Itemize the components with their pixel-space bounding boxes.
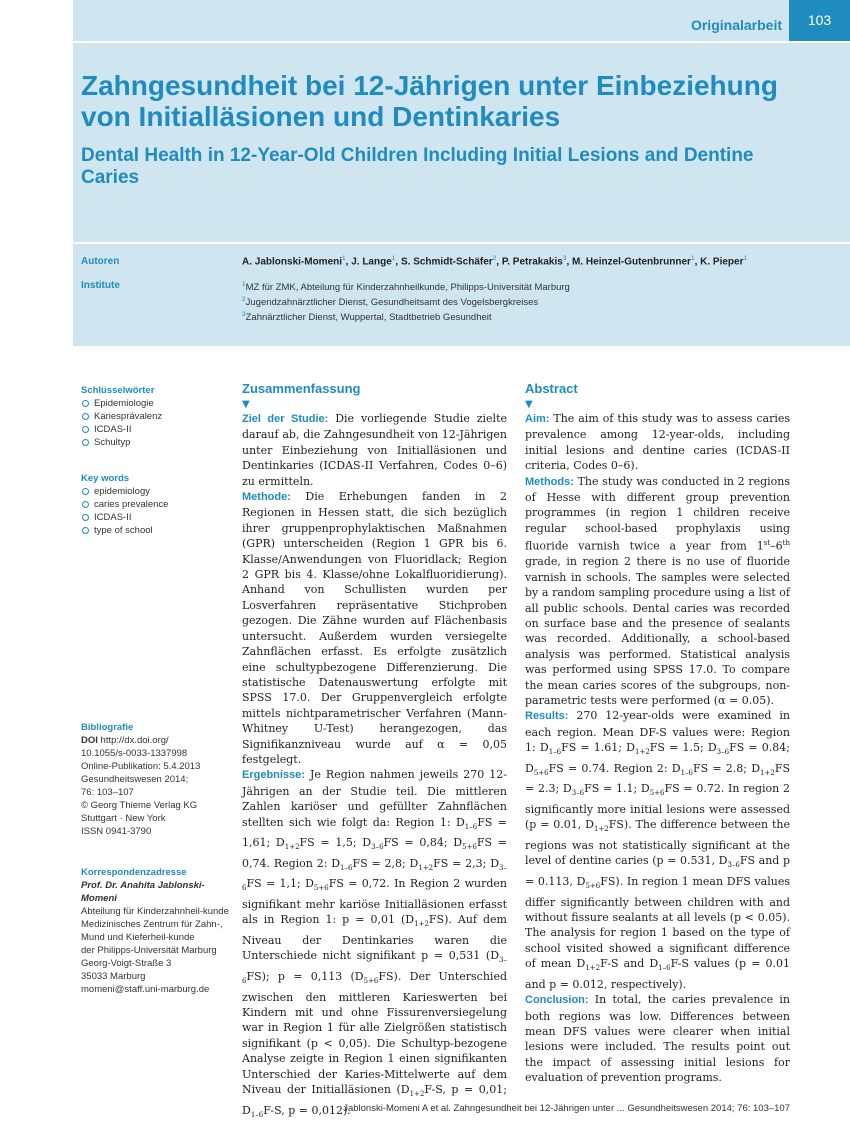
page-footer: Jablonski-Momeni A et al. Zahngesundheit bei 12-Jährigen unter ... Gesundheitswesen 2014; 76: 103–107: [343, 1103, 790, 1114]
institutes-label: Institute: [81, 280, 120, 291]
authors-label: Autoren: [81, 256, 120, 267]
header-divider: [73, 242, 850, 244]
abstract-english: Abstract ▼ Aim: The aim of this study was to assess caries prevalence among 12-year-olds, including initial lesions and dentine caries (ICDAS-II criteria, Codes 0–6). Methods: The study was conducted in 2 regions of Hesse with different group prevention programmes (in region 1 children receive regular school-based prophylaxis using fluoride varnish twice a year from 1st–6th grade, in region 2 there is no use of fluoride varnish in schools. The samples were selected by a random sampling procedure using a list of all public schools. Dental caries was recorded on surface base and the presence of sealants was recorded. Additionally, a school-based analysis was performed. Statistical analysis was performed using SPSS 17.0. To compare the mean caries scores of the subgroups, non-parametric tests were performed (α = 0.05). Results: 270 12-year-olds were examined in each region. Mean DF-S values were: Region 1: $D_{1-6}FS = 1.61$; $D_{1+2}FS = 1.5$; $D_{3-6}FS = 0.84$; $D_{5+6}FS = 0.74$. Region 2: $D_{1-6}FS = 2.8$; $D_{1+2}FS = 2.3$; $D_{3-6}FS = 1.1$; $D_{5+6}FS = 0.72$. In region 2 significantly more initial lesions were assessed (p = 0.01, $D_{1+2}FS$). The difference between the regions was not statistically significant at the level of dentine caries (p = 0.531, $D_{3-6}FS$ and p = 0.113, $D_{5+6}FS$). In region 1 mean DFS values differ significantly between children with and without fissure sealants at all levels (p < 0.05). The analysis for region 1 based on the type of school visited showed a significant difference of mean $D_{1+2}F-S$ and $D_{1-6}F-S$ values (p = 0.01 and p = 0.012, respectively). Conclusion: In total, the caries prevalence in both regions was low. Differences between mean DFS values were clearer when initial lesions were included. The results point out the impact of assessing initial lesions for evaluation of prevention programs.: [525, 381, 791, 1085]
institute-list: $^1$MZ für ZMK, Abteilung für Kinderzahnheilkunde, Philipps-Universität Marburg $^2$Jugendzahnärztlicher Dienst, Gesundheitsamt des Vogelsbergkreises $^3$Zahnärztlicher Dienst, Wuppertal, Stadtbetrieb Gesundheit: [242, 281, 570, 324]
section-label: Originalarbeit: [690, 17, 782, 33]
correspondence: Korrespondenzadresse Prof. Dr. Anahita Jablonski-Momeni Abteilung für Kinderzahnheil-kunde Medizinisches Zentrum für Zahn-, Mund und Kieferheil-kunde der Philipps-Universität Marburg Georg-Voigt-Straße 3 35033 Marburg momeni@staff.uni-marburg.de: [81, 867, 229, 995]
keywords-german: Schlüsselwörter Epidemiologie Kariesprävalenz ICDAS-II Schultyp: [81, 384, 231, 449]
author-list: A. Jablonski-Momeni$^1$, J. Lange$^1$, S. Schmidt-Schäfer$^2$, P. Petrakakis$^3$, M. Heinzel-Gutenbrunner$^1$, K. Pieper$^1$: [242, 255, 748, 268]
title-english: Dental Health in 12-Year-Old Children Including Initial Lesions and Dentine Caries: [81, 145, 754, 188]
triangle-icon: ▼: [525, 399, 533, 410]
title-german: Zahngesundheit bei 12-Jährigen unter Einbeziehung von Initialläsionen und Dentinkaries: [81, 70, 778, 132]
header-divider: [73, 41, 850, 43]
keywords-english: Key words epidemiology caries prevalence ICDAS-II type of school: [81, 472, 231, 537]
abstract-german: Zusammenfassung ▼ Ziel der Studie: Die vorliegende Studie zielte darauf ab, die Zahngesundheit von 12-Jährigen unter Einbeziehung von Initialläsionen und Dentinkaries (ICDAS-II Verfahren, Codes 0–6) zu ermitteln. Methode: Die Erhebungen fanden in 2 Regionen in Hessen statt, die sich bezüglich ihrer gruppenprophylaktischen Maßnahmen (GPR) unterscheiden (Region 1 GPR bis 6. Klasse/Anwendungen von Fluoridlack; Region 2 GPR bis 4. Klasse/ohne Lokalfluoridierung). Anhand von Schullisten wurden per Losverfahren repräsentative Stichproben gezogen. Die Zähne wurden auf Flächenbasis untersucht. Außerdem wurden versiegelte Zahnflächen erfasst. Es erfolgte zusätzlich eine schultypbezogene Differenzierung. Die statistische Datenauswertung erfolgte mit SPSS 17.0. Der Gruppenvergleich erfolgte mittels nichtparametrischer Verfahren (Mann-Whitney U-Test) herangezogen, das Signifikanzniveau wurde auf α = 0,05 festgelegt. Ergebnisse: Je Region nahmen jeweils 270 12-Jährigen an der Studie teil. Die mittleren Zahlen kariöser und gefüllter Zahnflächen stellten sich wie folgt da: Region 1: $D_{1-6}FS = 1,61$; $D_{1+2}FS = 1,5$; $D_{3-6}FS = 0,84$; $D_{5+6}FS = 0,74$. Region 2: $D_{1-6}FS = 2,8$; $D_{1+2}FS = 2,3$; $D_{3-6}FS = 1,1$; $D_{5+6}FS = 0,72$. In Region 2 wurden signifikant mehr kariöse Initialläsionen erfasst als in Region 1: p = 0,01 $(D_{1+2}FS)$. Auf dem Niveau der Dentinkaries waren die Unterschiede nicht signifikant p = 0,531 $(D_{3-6}FS)$; p = 0,113 $(D_{5+6}FS)$. Der Unterschied zwischen den mittleren Karieswerten bei Kindern mit und ohne Fissurenversiegelung war in Region 1 für alle Zielgrößen statistisch signifikant (p < 0,05). Die Schultyp-bezogene Analyse zeigte in Region 1 einen signifikanten Unterschied der Karies-Mittelwerte auf dem Niveau der Initialläsionen ($D_{1+2}F-S$, p = 0,01; $D_{1-6}F-S$, p = 0,012).: [242, 381, 508, 1119]
bibliography: Bibliografie DOI http://dx.doi.org/ 10.1055/s-0033-1337998 Online-Publikation: 5.4.2013 Gesundheitswesen 2014; 76: 103–107 © Georg Thieme Verlag KG Stuttgart · New York ISSN 0941-3790: [81, 722, 201, 837]
page-number: 103: [789, 0, 850, 41]
triangle-icon: ▼: [242, 399, 250, 410]
